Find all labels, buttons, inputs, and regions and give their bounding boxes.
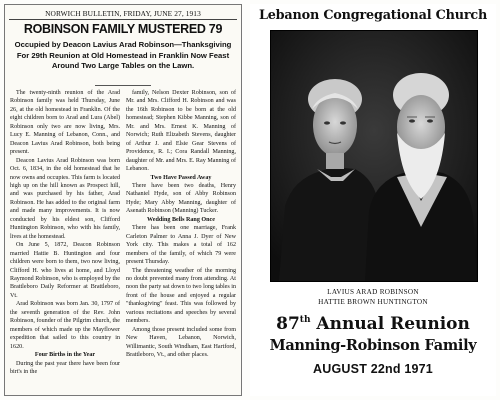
church-name: Lebanon Congregational Church xyxy=(258,8,488,23)
article-paragraph: There has been one marriage, Frank Carleton Palmer to Anna J. Dyer of New York city. This makes a total of 162 members of the family, of which 79 were present Thursday. xyxy=(126,225,236,266)
reunion-ordinal-suffix: th xyxy=(299,315,311,325)
article-column-right xyxy=(126,89,236,393)
article-paragraph: The twenty-ninth reunion of the Arad Robinson family was held Thursday, June 26, at the old homestead in Franklin. Of the eight children born to Arad and Lura (Abel) Robinson only two are now living, Mrs. Lucy E. Manning of Lebanon, Conn., and Deacon Lavius Arad Robinson, both being present. xyxy=(10,90,120,156)
couple-portrait-photo xyxy=(270,30,478,282)
family-name: Manning-Robinson Family xyxy=(269,337,477,354)
reunion-label: Annual Reunion xyxy=(310,314,470,334)
event-date: AUGUST 22nd 1971 xyxy=(313,362,433,376)
article-paragraph: During the past year there have been four birt's in the xyxy=(10,360,120,375)
article-paragraph: Among those present included some from New Haven, Lebanon, Norwich, Willimantic, South Windham, East Hartford, Brattleboro, Vt., and other places. xyxy=(126,326,236,359)
newspaper-dateline: NORWICH BULLETIN, FRIDAY, JUNE 27, 1913 xyxy=(45,9,201,18)
article-subheading: Two Have Passed Away xyxy=(150,174,212,181)
reunion-number: 87 xyxy=(276,314,300,334)
photo-caption xyxy=(250,287,496,307)
article-paragraph: Arad Robinson was born Jan. 30, 1797 of the seventh generation of the Rev. John Robinson, founder of the Pilgrim church, the members of which made up the Mayflower expedition that sailed to this country in 1620. xyxy=(10,301,120,350)
caption-wife-name: HATTIE BROWN HUNTINGTON xyxy=(318,298,428,306)
article-subheading: Four Births in the Year xyxy=(34,352,96,359)
dateline-divider xyxy=(9,19,237,20)
article-subhead: Occupied by Deacon Lavius Arad Robinson—Thanksgiving For 29th Reunion at Old Homestead in Franklin Now Feast Around Two Large Tables on the Lawn. xyxy=(14,40,232,71)
reunion-title xyxy=(250,314,496,334)
reunion-card xyxy=(250,4,496,396)
article-paragraph: On June 5, 1872, Deacon Robinson married Hattie B. Huntington and four children were born to them, two now living, Clifford H. who lives at home, and Lloyd Raymond Robinson, who is employed by the Brattleboro Daily Reformer at Brattleboro, Vt. xyxy=(10,242,120,299)
article-subheading: Wedding Bells Rang Once xyxy=(147,216,215,223)
caption-husband-name: LAVIUS ARAD ROBINSON xyxy=(327,288,419,296)
article-paragraph: Deacon Lavius Arad Robinson was born Oct. 6, 1834, in the old homestead that he now owns and occupies. This farm is located high up on the hill known as Prospect hill, and was purchased by his father, Arad Robinson. He has added to the original farm and made many improvements. It is now conducted by his eldest son, Clifford Huntington Robinson, who with his family, lives at the homestead. xyxy=(10,157,120,240)
article-paragraph: family, Nelson Dexter Robinson, son of Mr. and Mrs. Clifford H. Robinson and was the 16th Robinson to be born at the old homestead; Stephen Kibbe Manning, son of Mr. and Mrs. Ernest K. Manning of Norwich; Ruth Elizabeth Stevens, daughter of Arthur J. and Elsie Gear Stevens of Providence, R. I.; Cora Randall Manning, daughter of Mr. and Mrs. E. Ray Manning of Lebanon. xyxy=(126,90,236,173)
article-paragraph: There have been two deaths, Henry Nathaniel Hyde, son of Abby Robinson Hyde; Mary Abby Manning, daughter of Asenath Robinson (Manning) Tucker. xyxy=(126,182,236,215)
article-column-left xyxy=(10,89,120,393)
newspaper-clipping xyxy=(4,4,242,396)
article-headline: ROBINSON FAMILY MUSTERED 79 xyxy=(23,22,223,36)
article-paragraph: The threatening weather of the morning no doubt prevented many from attending. At noon the party sat down to two long tables in front of the house and enjoyed a regular "thanksgiving" feast. This was followed by various recitations and speeches by several members. xyxy=(126,267,236,325)
subhead-divider xyxy=(95,85,151,86)
